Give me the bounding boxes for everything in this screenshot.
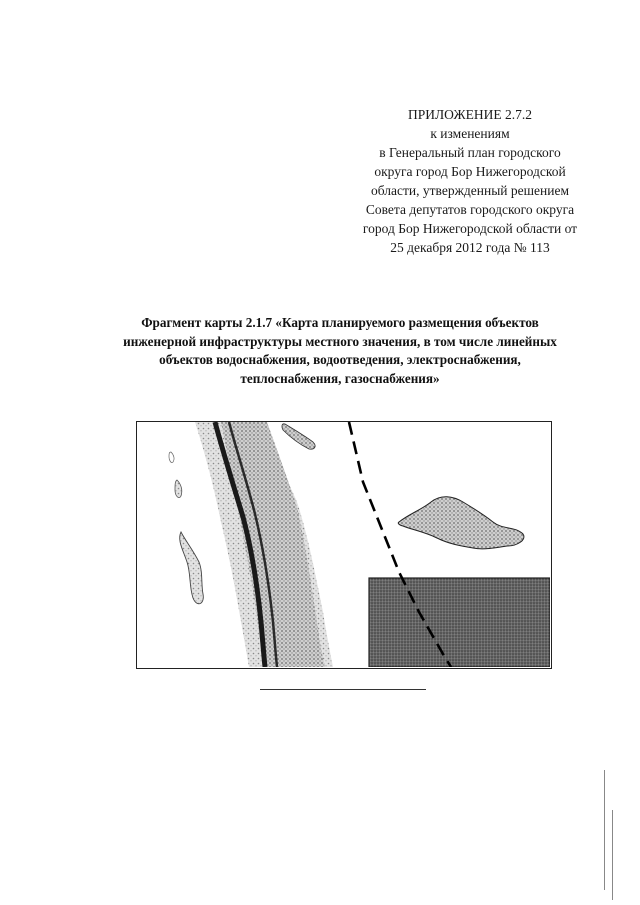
appendix-line: в Генеральный план городского	[379, 145, 561, 160]
fragment-title-line: Фрагмент карты 2.1.7 «Карта планируемого размещения объектов	[141, 315, 539, 330]
appendix-line: Совета депутатов городского округа	[365, 202, 575, 217]
appendix-line: области, утвержденный решением	[371, 183, 569, 198]
fragment-title	[80, 314, 600, 388]
map-fragment	[136, 421, 552, 669]
scan-artifact	[604, 770, 605, 890]
appendix-line: город Бор Нижегородской области от	[362, 221, 578, 236]
lake-outline	[169, 452, 174, 463]
island-shape	[282, 424, 315, 449]
appendix-title: ПРИЛОЖЕНИЕ 2.7.2	[407, 107, 533, 122]
pond-shape	[398, 497, 524, 549]
appendix-line: к изменениям	[430, 126, 510, 141]
map-drawing	[137, 422, 550, 667]
appendix-header	[335, 105, 605, 257]
fragment-title-line: теплоснабжения, газоснабжения»	[240, 370, 440, 386]
dark-zone	[369, 578, 550, 667]
fragment-title-line: инженерной инфраструктуры местного значения, в том числе линейных	[123, 333, 557, 349]
scan-artifact	[612, 810, 613, 900]
appendix-line: округа город Бор Нижегородской	[374, 164, 566, 179]
fragment-title-line: объектов водоснабжения, водоотведения, электроснабжения,	[159, 352, 521, 367]
separator-line	[260, 689, 426, 690]
lake-outline	[180, 532, 204, 604]
lake-outline	[175, 480, 182, 498]
appendix-line: 25 декабря 2012 года № 113	[390, 240, 550, 255]
